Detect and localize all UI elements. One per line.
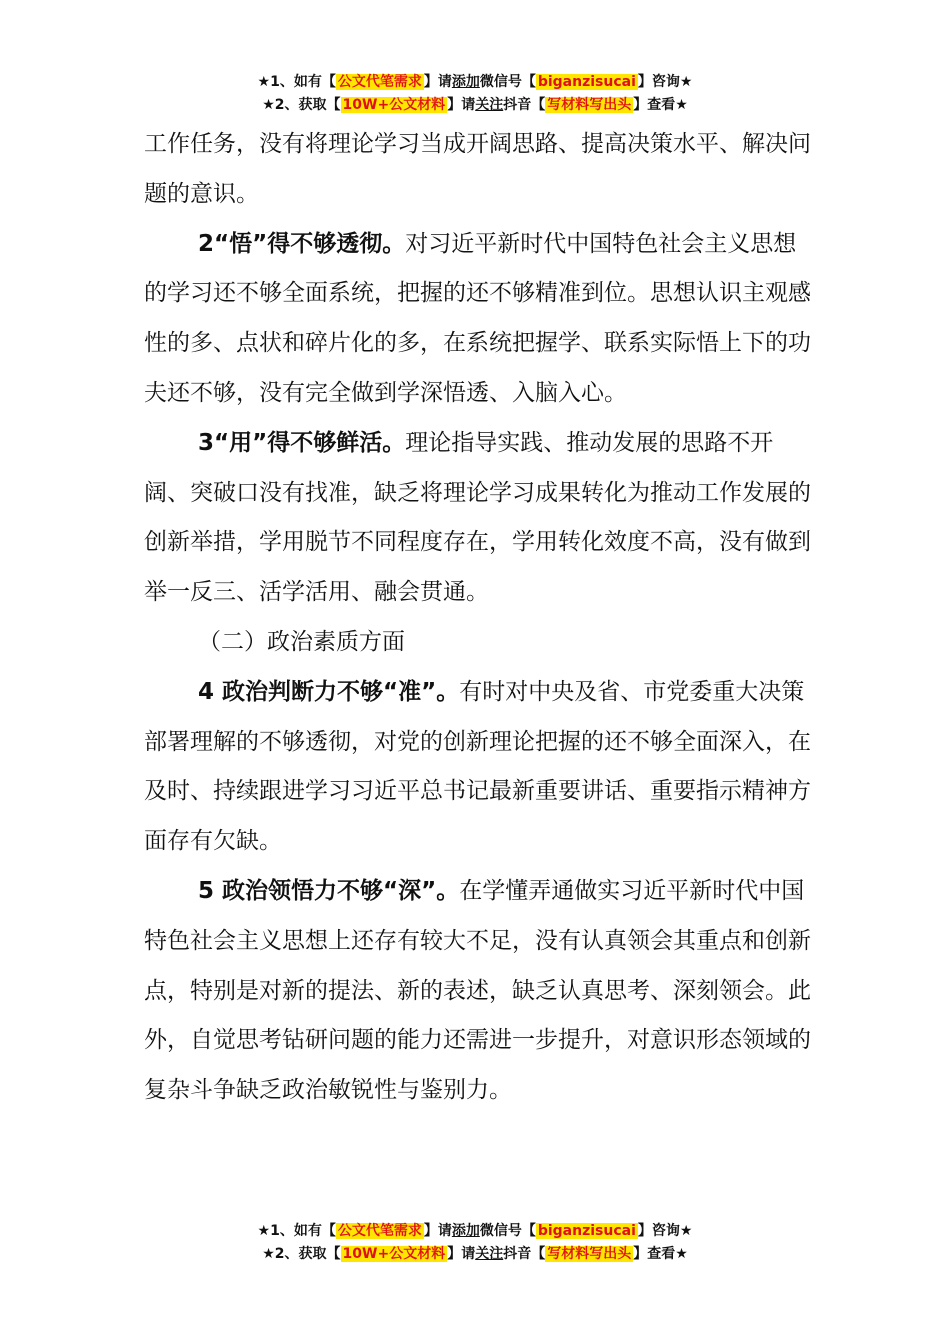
wechat-id: biganzisucai <box>537 74 636 90</box>
star-icon: ★ <box>257 74 271 90</box>
paragraph-item-4: 4 政治判断力不够“准”。有时对中央及省、市党委重大决策部署理解的不够透彻，对党的创新理论把握的还不够全面深入，在及时、持续跟进学习习近平总书记最新重要讲话、重要指示精神方面存有欠缺。 <box>144 678 811 855</box>
item-heading: 3“用”得不够鲜活。 <box>198 429 406 456</box>
highlight-materials: 10W+公文材料 <box>342 1246 446 1262</box>
highlight-service: 公文代笔需求 <box>337 1223 422 1239</box>
section-heading: （二）政治素质方面 <box>198 628 405 655</box>
item-heading: 5 政治领悟力不够“深”。 <box>198 877 460 904</box>
item-heading: 2“悟”得不够透彻。 <box>198 230 406 257</box>
star-icon: ★ <box>262 97 275 113</box>
paragraph-item-2: 2“悟”得不够透彻。对习近平新时代中国特色社会主义思想的学习还不够全面系统，把握的还不够精准到位。思想认识主观感性的多、点状和碎片化的多，在系统把握学、联系实际悟上下的功夫还不够，没有完全做到学深悟透、入脑入心。 <box>144 230 811 406</box>
paragraph-item-3: 3“用”得不够鲜活。理论指导实践、推动发展的思路不开阔、突破口没有找准，缺乏将理论学习成果转化为推动工作发展的创新举措，学用脱节不同程度存在，学用转化效度不高，没有做到举一反三、活学活用、融会贯通。 <box>144 429 811 606</box>
bottom-banner-line-2: ★2、获取【 10W+公文材料 】请关注抖音【 写材料写出头 】查看★ <box>262 1246 688 1262</box>
highlight-service: 公文代笔需求 <box>337 74 422 90</box>
paragraph-item-5: 5 政治领悟力不够“深”。在学懂弄通做实习近平新时代中国特色社会主义思想上还存有较大不足，没有认真领会其重点和创新点，特别是对新的提法、新的表述，缺乏认真思考、深刻领会。此外，自觉思考钻研问题的能力还需进一步提升，对意识形态领域的复杂斗争缺乏政治敏锐性与鉴别力。 <box>144 877 811 1104</box>
douyin-account: 写材料写出头 <box>547 97 632 113</box>
highlight-materials: 10W+公文材料 <box>342 97 446 113</box>
wechat-id: biganzisucai <box>537 1223 636 1239</box>
paragraph-continuation: 工作任务，没有将理论学习当成开阔思路、提高决策水平、解决问题的意识。 <box>144 131 811 207</box>
top-banner-line-1: ★1、如有【 公文代笔需求 】请添加微信号【 biganzisucai 】咨询★ <box>257 74 693 90</box>
top-banner-line-2: ★2、获取【 10W+公文材料 】请关注抖音【 写材料写出头 】查看★ <box>262 97 688 113</box>
bottom-banner-line-1: ★1、如有【 公文代笔需求 】请添加微信号【 biganzisucai 】咨询★ <box>257 1223 693 1239</box>
star-icon: ★ <box>262 1246 275 1262</box>
item-heading: 4 政治判断力不够“准”。 <box>198 678 460 705</box>
document-body <box>144 120 812 1116</box>
star-icon: ★ <box>257 1223 271 1239</box>
douyin-account: 写材料写出头 <box>547 1246 632 1262</box>
